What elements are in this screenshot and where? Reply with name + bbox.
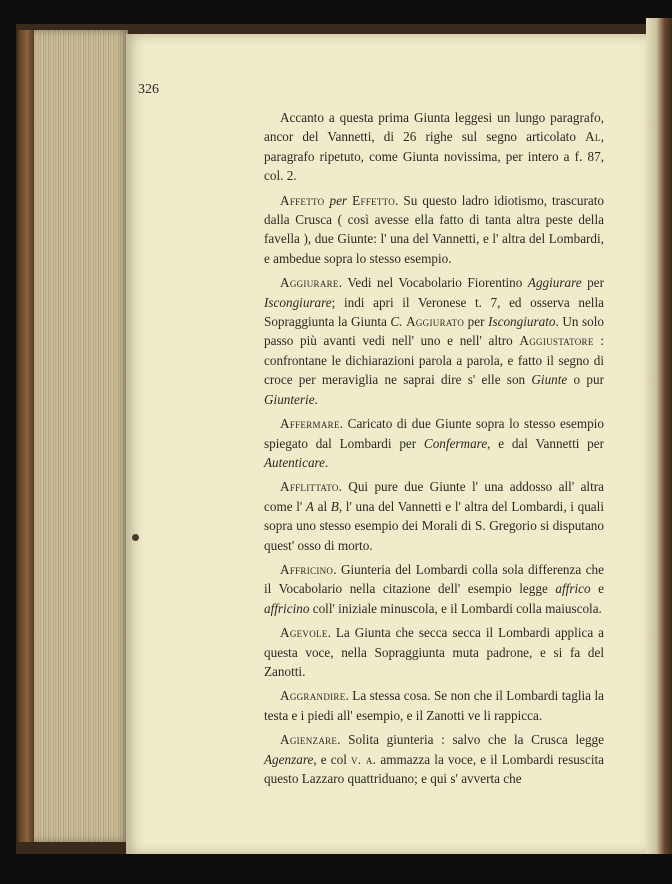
- body-text: per: [464, 314, 489, 330]
- headword: Effetto: [352, 192, 396, 208]
- entry-paragraph: [264, 108, 604, 186]
- headword: Agevole: [280, 625, 328, 641]
- body-text: Accanto a questa prima Giunta leggesi un lungo paragrafo, ancor del Vannetti, di 26 righe sul segno articolato: [264, 110, 604, 145]
- body-text: : confrontane le dichiarazioni parola a parola, e fatto il segno di croce per meraviglia ne saprai dire s' elle son: [264, 333, 604, 388]
- italic-text: affrico: [555, 581, 591, 597]
- entry-paragraph: [264, 477, 604, 555]
- headword: Aggiurato: [406, 314, 465, 330]
- body-text: coll' iniziale minuscola, e il Lombardi colla maiuscola.: [309, 600, 602, 616]
- entry-paragraph: [264, 560, 604, 618]
- body-text: ammazza la voce, e il Lombardi resuscita questo Lazzaro quattriduano; e qui s' avverta che: [264, 751, 604, 786]
- body-text: , e col: [313, 751, 351, 767]
- italic-text: Aggiurare: [527, 275, 582, 291]
- body-text: . La Giunta che secca secca il Lombardi applica a questa voce, nella Sopraggiunta muta padrone, e si fa del Zanotti.: [264, 625, 604, 679]
- italic-text: Giunte: [531, 372, 568, 388]
- entry-paragraph: [264, 273, 604, 409]
- italic-text: C.: [390, 314, 403, 330]
- entry-paragraph: [264, 191, 604, 269]
- body-text: e: [590, 581, 604, 597]
- italic-text: Iscongiurare: [264, 294, 332, 310]
- headword: Affetto: [280, 192, 325, 208]
- body-text: . Caricato di due Giunte sopra lo stesso esempio spiegato dal Lombardi per: [264, 416, 604, 451]
- headword: Affricino: [280, 561, 334, 577]
- body-text: . Solita giunteria : salvo che la Crusca legge: [337, 732, 604, 748]
- headword: Aggiurare: [280, 275, 339, 291]
- italic-text: per: [329, 192, 348, 208]
- body-text: . Su questo ladro idiotismo, trascurato dalla Crusca ( così avesse ella fatto di tanta altra peste della favella ), due Giunte: l' una del Vannetti, e l' altra del Lombardi, e ambedue sopra lo stesso esempio.: [264, 192, 605, 266]
- italic-text: Confermare: [423, 435, 488, 451]
- body-text: . Un solo passo più avanti vedi nell' uno e nell' altro: [264, 314, 604, 349]
- italic-text: A: [305, 498, 314, 514]
- body-text: , paragrafo ripetuto, come Giunta novissima, per intero a f. 87, col. 2.: [264, 129, 604, 184]
- page-block-edge: [34, 30, 128, 842]
- body-text: . Vedi nel Vocabolario Fiorentino: [338, 275, 528, 291]
- italic-text: Autenticare: [264, 454, 326, 470]
- body-text: .: [325, 454, 329, 470]
- italic-text: Agenzare: [264, 751, 314, 767]
- headword: Aggrandire: [280, 688, 346, 704]
- body-text: . Giunteria del Lombardi colla sola differenza che il Vocabolario nella citazione dell' esempio legge: [264, 561, 604, 597]
- headword: Al: [585, 129, 601, 145]
- body-text: , e dal Vannetti per: [487, 435, 604, 451]
- ink-spot: [132, 534, 139, 541]
- headword: Affermare: [280, 416, 340, 432]
- body-text: . La stessa cosa. Se non che il Lombardi taglia la testa e i piedi all' esempio, e il Zanotti ve li rappicca.: [264, 688, 604, 723]
- italic-text: affricino: [264, 600, 310, 616]
- body-text: , l' una del Vannetti e l' altra del Lombardi, i quali sopra uno stesso esempio dei Morali di S. Gregorio si disputano quest' osso di morto.: [264, 498, 604, 553]
- body-text: o pur: [567, 372, 604, 388]
- body-text: per: [581, 275, 604, 291]
- entry-paragraph: [264, 686, 604, 725]
- entry-paragraph: [264, 414, 604, 472]
- entry-paragraph: [264, 730, 604, 788]
- page-number: 326: [138, 82, 159, 97]
- body-text: . Qui pure due Giunte l' una addosso all' altra come l': [264, 479, 604, 514]
- body-text: ; indi apri il Veronese t. 7, ed osserva nella Sopraggiunta la Giunta: [264, 294, 604, 330]
- italic-text: B: [330, 498, 339, 514]
- body-text: al: [313, 498, 331, 514]
- facing-page-edge: [646, 18, 672, 854]
- headword: v. a.: [351, 751, 377, 767]
- italic-text: Iscongiurato: [488, 314, 556, 330]
- body-text: .: [314, 391, 318, 407]
- entry-paragraph: [264, 623, 604, 681]
- headword: Afflittato: [280, 479, 339, 495]
- italic-text: Giunterie: [264, 391, 315, 407]
- headword: Aggiustatore: [519, 333, 594, 349]
- text-block: [264, 108, 604, 793]
- headword: Agienzare: [280, 732, 338, 748]
